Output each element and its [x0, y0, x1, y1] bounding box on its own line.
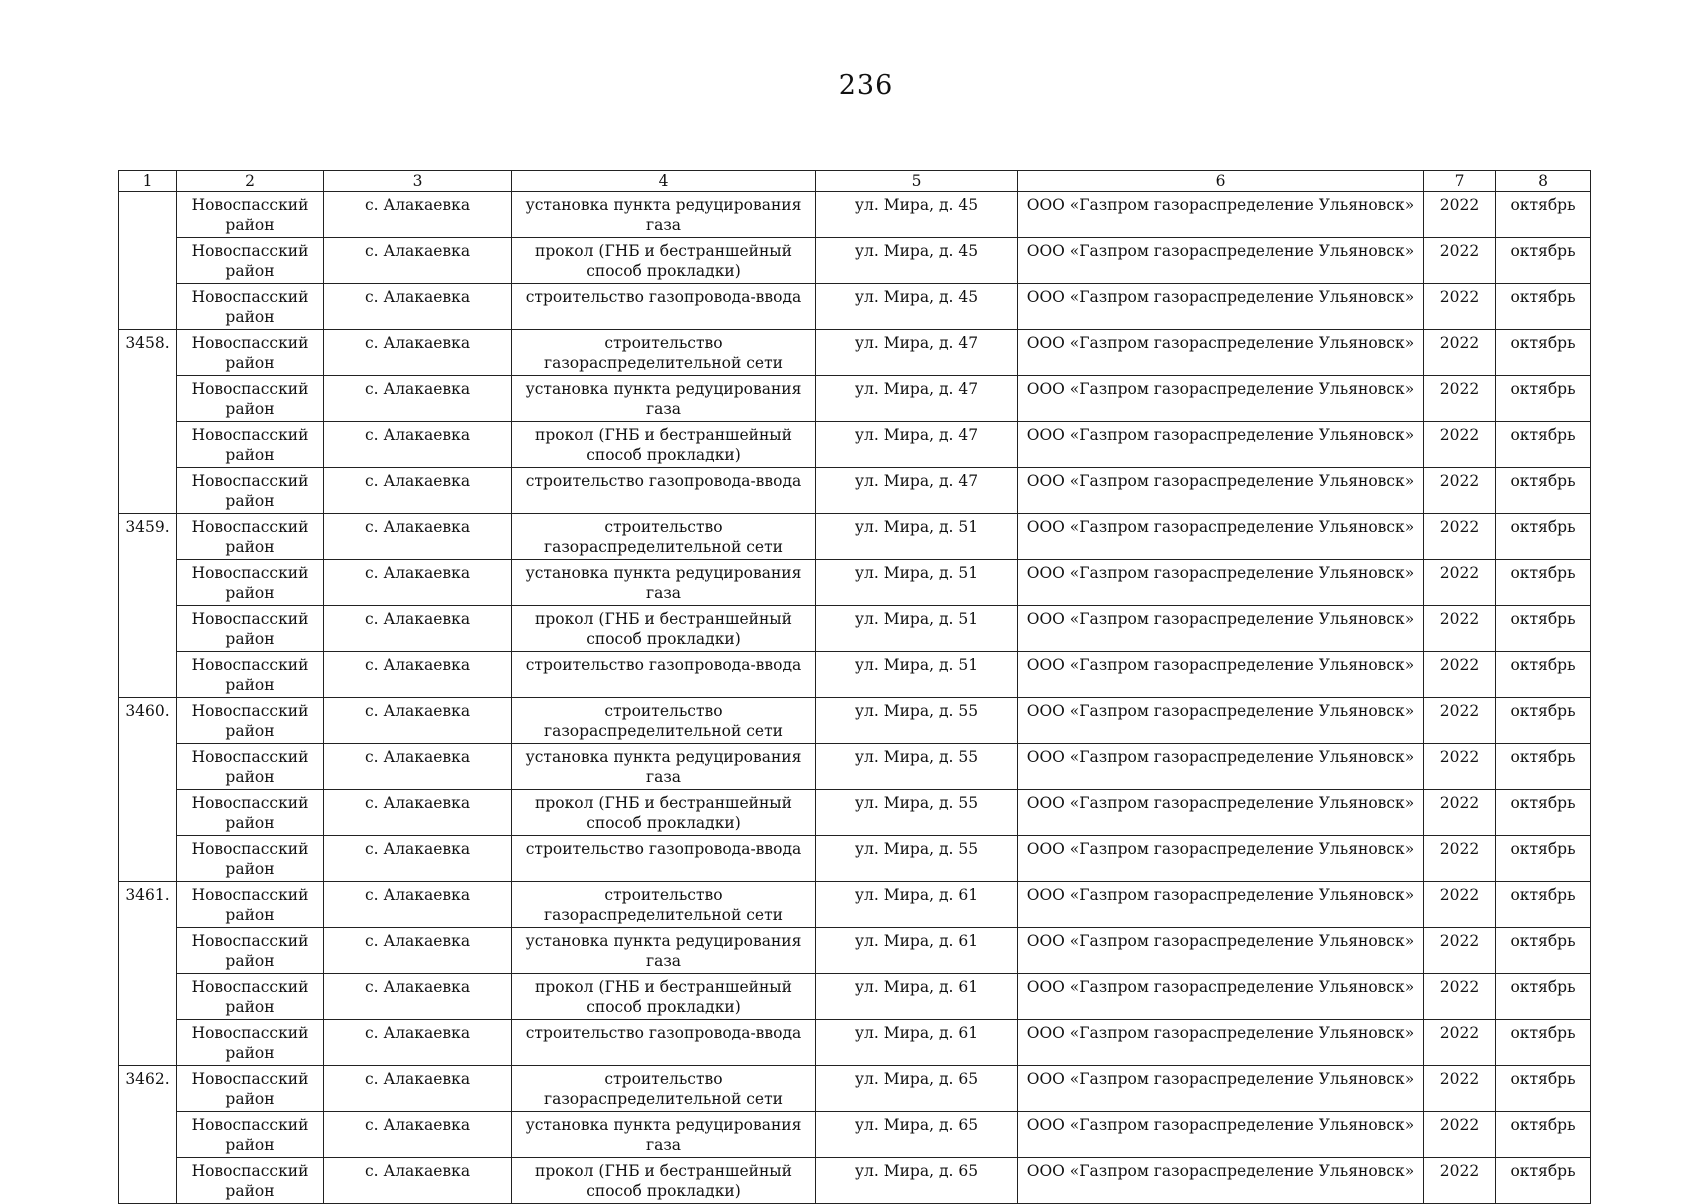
district-cell: Новоспасский район	[177, 698, 324, 744]
column-header: 7	[1424, 171, 1496, 192]
year-cell: 2022	[1424, 790, 1496, 836]
settlement-cell: с. Алакаевка	[324, 744, 512, 790]
work-type-cell: установка пункта редуцирования газа	[512, 1112, 816, 1158]
work-type-cell: прокол (ГНБ и бестраншейный способ прокладки)	[512, 974, 816, 1020]
address-cell: ул. Мира, д. 51	[816, 606, 1018, 652]
month-cell: октябрь	[1496, 376, 1591, 422]
district-cell: Новоспасский район	[177, 514, 324, 560]
table-row	[119, 284, 1591, 330]
address-cell: ул. Мира, д. 61	[816, 928, 1018, 974]
organization-cell: ООО «Газпром газораспределение Ульяновск»	[1018, 928, 1424, 974]
month-cell: октябрь	[1496, 974, 1591, 1020]
settlement-cell: с. Алакаевка	[324, 790, 512, 836]
year-cell: 2022	[1424, 468, 1496, 514]
district-cell: Новоспасский район	[177, 284, 324, 330]
work-type-cell: прокол (ГНБ и бестраншейный способ прокладки)	[512, 1158, 816, 1204]
organization-cell: ООО «Газпром газораспределение Ульяновск»	[1018, 468, 1424, 514]
address-cell: ул. Мира, д. 55	[816, 790, 1018, 836]
month-cell: октябрь	[1496, 560, 1591, 606]
month-cell: октябрь	[1496, 284, 1591, 330]
organization-cell: ООО «Газпром газораспределение Ульяновск»	[1018, 836, 1424, 882]
work-type-cell: прокол (ГНБ и бестраншейный способ прокладки)	[512, 606, 816, 652]
year-cell: 2022	[1424, 376, 1496, 422]
district-cell: Новоспасский район	[177, 1020, 324, 1066]
district-cell: Новоспасский район	[177, 606, 324, 652]
organization-cell: ООО «Газпром газораспределение Ульяновск»	[1018, 744, 1424, 790]
settlement-cell: с. Алакаевка	[324, 606, 512, 652]
settlement-cell: с. Алакаевка	[324, 698, 512, 744]
month-cell: октябрь	[1496, 238, 1591, 284]
district-cell: Новоспасский район	[177, 652, 324, 698]
district-cell: Новоспасский район	[177, 468, 324, 514]
table-row	[119, 652, 1591, 698]
table-row	[119, 192, 1591, 238]
year-cell: 2022	[1424, 836, 1496, 882]
address-cell: ул. Мира, д. 65	[816, 1158, 1018, 1204]
work-type-cell: строительство газопровода-ввода	[512, 468, 816, 514]
table-row	[119, 606, 1591, 652]
organization-cell: ООО «Газпром газораспределение Ульяновск»	[1018, 376, 1424, 422]
table-row	[119, 422, 1591, 468]
year-cell: 2022	[1424, 560, 1496, 606]
organization-cell: ООО «Газпром газораспределение Ульяновск»	[1018, 1020, 1424, 1066]
page-number: 236	[838, 70, 894, 101]
organization-cell: ООО «Газпром газораспределение Ульяновск»	[1018, 1112, 1424, 1158]
settlement-cell: с. Алакаевка	[324, 376, 512, 422]
organization-cell: ООО «Газпром газораспределение Ульяновск»	[1018, 422, 1424, 468]
table-row	[119, 560, 1591, 606]
address-cell: ул. Мира, д. 65	[816, 1066, 1018, 1112]
month-cell: октябрь	[1496, 422, 1591, 468]
organization-cell: ООО «Газпром газораспределение Ульяновск»	[1018, 514, 1424, 560]
work-type-cell: строительство газопровода-ввода	[512, 1020, 816, 1066]
column-header: 2	[177, 171, 324, 192]
address-cell: ул. Мира, д. 45	[816, 284, 1018, 330]
work-type-cell: установка пункта редуцирования газа	[512, 744, 816, 790]
organization-cell: ООО «Газпром газораспределение Ульяновск»	[1018, 606, 1424, 652]
month-cell: октябрь	[1496, 606, 1591, 652]
work-type-cell: строительство газораспределительной сети	[512, 514, 816, 560]
year-cell: 2022	[1424, 928, 1496, 974]
address-cell: ул. Мира, д. 51	[816, 560, 1018, 606]
organization-cell: ООО «Газпром газораспределение Ульяновск»	[1018, 974, 1424, 1020]
organization-cell: ООО «Газпром газораспределение Ульяновск»	[1018, 330, 1424, 376]
column-header: 3	[324, 171, 512, 192]
register-table	[118, 170, 1591, 1204]
year-cell: 2022	[1424, 1066, 1496, 1112]
settlement-cell: с. Алакаевка	[324, 284, 512, 330]
month-cell: октябрь	[1496, 928, 1591, 974]
district-cell: Новоспасский район	[177, 744, 324, 790]
address-cell: ул. Мира, д. 51	[816, 652, 1018, 698]
address-cell: ул. Мира, д. 55	[816, 698, 1018, 744]
district-cell: Новоспасский район	[177, 790, 324, 836]
item-number-cell	[119, 192, 177, 330]
month-cell: октябрь	[1496, 882, 1591, 928]
organization-cell: ООО «Газпром газораспределение Ульяновск»	[1018, 560, 1424, 606]
table-row	[119, 1158, 1591, 1204]
work-type-cell: установка пункта редуцирования газа	[512, 560, 816, 606]
district-cell: Новоспасский район	[177, 376, 324, 422]
work-type-cell: прокол (ГНБ и бестраншейный способ прокладки)	[512, 790, 816, 836]
address-cell: ул. Мира, д. 45	[816, 238, 1018, 284]
address-cell: ул. Мира, д. 61	[816, 1020, 1018, 1066]
month-cell: октябрь	[1496, 836, 1591, 882]
address-cell: ул. Мира, д. 47	[816, 330, 1018, 376]
organization-cell: ООО «Газпром газораспределение Ульяновск»	[1018, 1066, 1424, 1112]
settlement-cell: с. Алакаевка	[324, 514, 512, 560]
district-cell: Новоспасский район	[177, 882, 324, 928]
settlement-cell: с. Алакаевка	[324, 974, 512, 1020]
year-cell: 2022	[1424, 882, 1496, 928]
item-number-cell: 3461.	[119, 882, 177, 1066]
district-cell: Новоспасский район	[177, 836, 324, 882]
year-cell: 2022	[1424, 330, 1496, 376]
address-cell: ул. Мира, д. 61	[816, 974, 1018, 1020]
settlement-cell: с. Алакаевка	[324, 1112, 512, 1158]
district-cell: Новоспасский район	[177, 928, 324, 974]
address-cell: ул. Мира, д. 55	[816, 836, 1018, 882]
month-cell: октябрь	[1496, 1158, 1591, 1204]
year-cell: 2022	[1424, 284, 1496, 330]
work-type-cell: строительство газораспределительной сети	[512, 1066, 816, 1112]
month-cell: октябрь	[1496, 1020, 1591, 1066]
table-row	[119, 744, 1591, 790]
year-cell: 2022	[1424, 652, 1496, 698]
table-row	[119, 698, 1591, 744]
item-number-cell: 3462.	[119, 1066, 177, 1204]
table-row	[119, 1112, 1591, 1158]
month-cell: октябрь	[1496, 514, 1591, 560]
address-cell: ул. Мира, д. 61	[816, 882, 1018, 928]
month-cell: октябрь	[1496, 330, 1591, 376]
month-cell: октябрь	[1496, 652, 1591, 698]
settlement-cell: с. Алакаевка	[324, 468, 512, 514]
organization-cell: ООО «Газпром газораспределение Ульяновск»	[1018, 790, 1424, 836]
settlement-cell: с. Алакаевка	[324, 1158, 512, 1204]
column-header: 6	[1018, 171, 1424, 192]
settlement-cell: с. Алакаевка	[324, 928, 512, 974]
settlement-cell: с. Алакаевка	[324, 1066, 512, 1112]
table-row	[119, 1066, 1591, 1112]
year-cell: 2022	[1424, 192, 1496, 238]
year-cell: 2022	[1424, 974, 1496, 1020]
settlement-cell: с. Алакаевка	[324, 330, 512, 376]
year-cell: 2022	[1424, 238, 1496, 284]
table-row	[119, 1020, 1591, 1066]
address-cell: ул. Мира, д. 47	[816, 468, 1018, 514]
address-cell: ул. Мира, д. 45	[816, 192, 1018, 238]
year-cell: 2022	[1424, 744, 1496, 790]
year-cell: 2022	[1424, 698, 1496, 744]
work-type-cell: строительство газораспределительной сети	[512, 882, 816, 928]
year-cell: 2022	[1424, 514, 1496, 560]
district-cell: Новоспасский район	[177, 1158, 324, 1204]
month-cell: октябрь	[1496, 790, 1591, 836]
work-type-cell: установка пункта редуцирования газа	[512, 192, 816, 238]
district-cell: Новоспасский район	[177, 1066, 324, 1112]
month-cell: октябрь	[1496, 192, 1591, 238]
district-cell: Новоспасский район	[177, 330, 324, 376]
month-cell: октябрь	[1496, 1112, 1591, 1158]
table-row	[119, 468, 1591, 514]
table-row	[119, 514, 1591, 560]
table-row	[119, 790, 1591, 836]
column-header: 4	[512, 171, 816, 192]
organization-cell: ООО «Газпром газораспределение Ульяновск»	[1018, 192, 1424, 238]
year-cell: 2022	[1424, 1020, 1496, 1066]
district-cell: Новоспасский район	[177, 238, 324, 284]
work-type-cell: строительство газопровода-ввода	[512, 836, 816, 882]
settlement-cell: с. Алакаевка	[324, 652, 512, 698]
district-cell: Новоспасский район	[177, 560, 324, 606]
settlement-cell: с. Алакаевка	[324, 192, 512, 238]
column-header: 5	[816, 171, 1018, 192]
column-header: 1	[119, 171, 177, 192]
table-header	[119, 171, 1591, 192]
district-cell: Новоспасский район	[177, 422, 324, 468]
work-type-cell: строительство газораспределительной сети	[512, 698, 816, 744]
organization-cell: ООО «Газпром газораспределение Ульяновск»	[1018, 1158, 1424, 1204]
settlement-cell: с. Алакаевка	[324, 560, 512, 606]
header-row	[119, 171, 1591, 192]
address-cell: ул. Мира, д. 51	[816, 514, 1018, 560]
organization-cell: ООО «Газпром газораспределение Ульяновск»	[1018, 652, 1424, 698]
organization-cell: ООО «Газпром газораспределение Ульяновск»	[1018, 698, 1424, 744]
table-row	[119, 882, 1591, 928]
month-cell: октябрь	[1496, 1066, 1591, 1112]
work-type-cell: установка пункта редуцирования газа	[512, 928, 816, 974]
month-cell: октябрь	[1496, 744, 1591, 790]
address-cell: ул. Мира, д. 47	[816, 422, 1018, 468]
organization-cell: ООО «Газпром газораспределение Ульяновск»	[1018, 284, 1424, 330]
settlement-cell: с. Алакаевка	[324, 238, 512, 284]
settlement-cell: с. Алакаевка	[324, 422, 512, 468]
table-body	[119, 192, 1591, 1204]
year-cell: 2022	[1424, 422, 1496, 468]
year-cell: 2022	[1424, 1112, 1496, 1158]
work-type-cell: строительство газопровода-ввода	[512, 652, 816, 698]
table-row	[119, 330, 1591, 376]
month-cell: октябрь	[1496, 468, 1591, 514]
item-number-cell: 3460.	[119, 698, 177, 882]
district-cell: Новоспасский район	[177, 192, 324, 238]
address-cell: ул. Мира, д. 55	[816, 744, 1018, 790]
address-cell: ул. Мира, д. 65	[816, 1112, 1018, 1158]
work-type-cell: строительство газопровода-ввода	[512, 284, 816, 330]
work-type-cell: прокол (ГНБ и бестраншейный способ прокладки)	[512, 422, 816, 468]
item-number-cell: 3459.	[119, 514, 177, 698]
table-row	[119, 376, 1591, 422]
table-row	[119, 836, 1591, 882]
address-cell: ул. Мира, д. 47	[816, 376, 1018, 422]
settlement-cell: с. Алакаевка	[324, 882, 512, 928]
table-row	[119, 238, 1591, 284]
settlement-cell: с. Алакаевка	[324, 1020, 512, 1066]
district-cell: Новоспасский район	[177, 1112, 324, 1158]
month-cell: октябрь	[1496, 698, 1591, 744]
table-row	[119, 974, 1591, 1020]
district-cell: Новоспасский район	[177, 974, 324, 1020]
work-type-cell: установка пункта редуцирования газа	[512, 376, 816, 422]
settlement-cell: с. Алакаевка	[324, 836, 512, 882]
work-type-cell: строительство газораспределительной сети	[512, 330, 816, 376]
year-cell: 2022	[1424, 606, 1496, 652]
organization-cell: ООО «Газпром газораспределение Ульяновск»	[1018, 882, 1424, 928]
work-type-cell: прокол (ГНБ и бестраншейный способ прокладки)	[512, 238, 816, 284]
column-header: 8	[1496, 171, 1591, 192]
item-number-cell: 3458.	[119, 330, 177, 514]
table-row	[119, 928, 1591, 974]
year-cell: 2022	[1424, 1158, 1496, 1204]
organization-cell: ООО «Газпром газораспределение Ульяновск»	[1018, 238, 1424, 284]
